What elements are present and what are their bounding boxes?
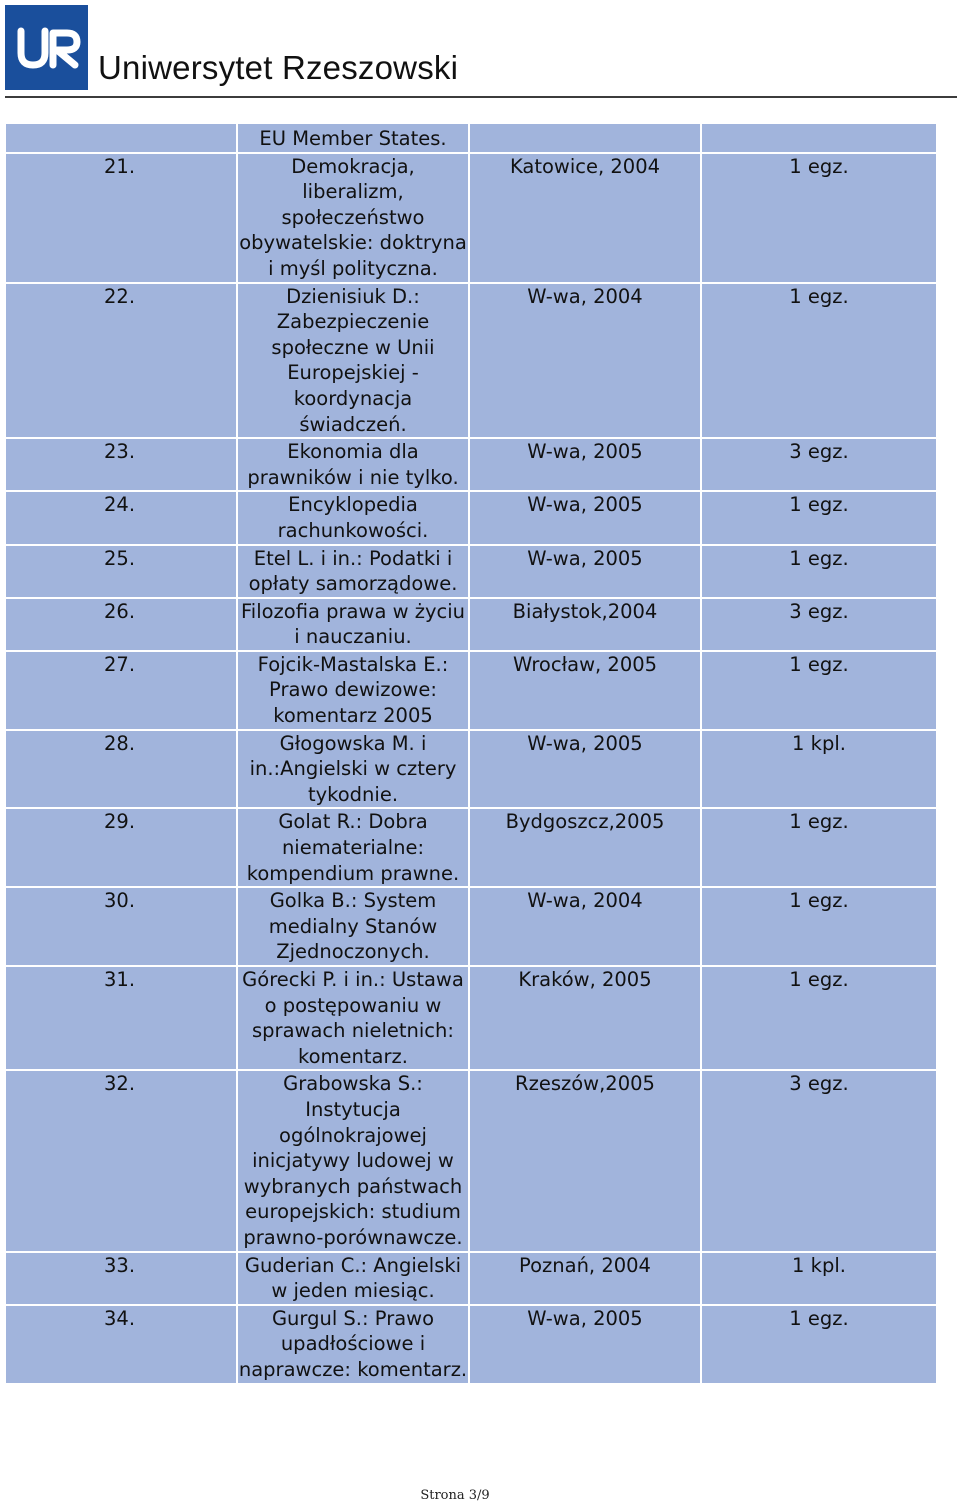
book-title: Dzienisiuk D.: Zabezpieczenie społeczne w Unii Europejskiej - koordynacja świadczeń. (271, 284, 435, 436)
copies-count: 1 egz. (789, 546, 849, 570)
book-title: Golka B.: System medialny Stanów Zjednoczonych. (268, 889, 438, 964)
row-number: 25. (104, 546, 136, 570)
book-title-cell (237, 545, 469, 598)
table-row (5, 887, 937, 966)
row-number-cell (5, 1305, 237, 1384)
row-number-cell (5, 438, 237, 491)
book-title-cell (237, 887, 469, 966)
copies-count-cell (701, 730, 937, 809)
publication-place-year: Bydgoszcz,2005 (505, 810, 665, 834)
publication-place-year: Białystok,2004 (512, 599, 658, 623)
book-title-cell (237, 123, 469, 153)
row-number-cell (5, 1252, 237, 1305)
row-number: 26. (104, 599, 136, 623)
publication-place-year-cell (469, 651, 701, 730)
book-title: Guderian C.: Angielski w jeden miesiąc. (244, 1253, 462, 1303)
row-number: 34. (104, 1306, 136, 1330)
publication-place-year-cell (469, 1252, 701, 1305)
publication-place-year: W-wa, 2004 (527, 284, 643, 308)
book-title-cell (237, 808, 469, 887)
copies-count: 3 egz. (789, 599, 849, 623)
book-title: Grabowska S.: Instytucja ogólnokrajowej inicjatywy ludowej w wybranych państwach europejskich: studium prawno-porównawcze. (243, 1072, 463, 1249)
publication-place-year-cell (469, 491, 701, 544)
publication-place-year-cell (469, 966, 701, 1070)
copies-count: 1 egz. (789, 889, 849, 913)
book-title: Głogowska M. i in.:Angielski w cztery tykodnie. (249, 731, 457, 806)
copies-count-cell (701, 491, 937, 544)
book-title: EU Member States. (259, 127, 447, 150)
copies-count: 1 kpl. (792, 731, 846, 755)
copies-count-cell (701, 887, 937, 966)
row-number-cell (5, 153, 237, 283)
table-row (5, 730, 937, 809)
book-title-cell (237, 730, 469, 809)
copies-count: 1 egz. (789, 154, 849, 178)
book-title: Etel L. i in.: Podatki i opłaty samorządowe. (248, 546, 458, 596)
publication-place-year: W-wa, 2004 (527, 889, 643, 913)
copies-count: 3 egz. (789, 1072, 849, 1096)
copies-count-cell (701, 1305, 937, 1384)
copies-count: 3 egz. (789, 440, 849, 464)
page-header (0, 0, 960, 100)
publication-place-year: Poznań, 2004 (519, 1253, 651, 1277)
publication-place-year-cell (469, 123, 701, 153)
copies-count-cell (701, 545, 937, 598)
row-number-cell (5, 730, 237, 809)
table-row (5, 966, 937, 1070)
row-number: 30. (104, 889, 136, 913)
book-title: Encyklopedia rachunkowości. (277, 493, 429, 542)
publication-place-year-cell (469, 598, 701, 651)
row-number: 22. (104, 284, 136, 308)
book-title: Golat R.: Dobra niematerialne: kompendium prawne. (246, 810, 460, 885)
book-title: Ekonomia dla prawników i nie tylko. (247, 440, 459, 489)
copies-count-cell (701, 966, 937, 1070)
book-title-cell (237, 1305, 469, 1384)
publication-place-year: W-wa, 2005 (527, 546, 643, 570)
row-number-cell (5, 598, 237, 651)
copies-count-cell (701, 153, 937, 283)
book-title-cell (237, 966, 469, 1070)
table-row (5, 283, 937, 439)
book-title: Demokracja, liberalizm, społeczeństwo obywatelskie: doktryna i myśl polityczna. (239, 154, 467, 280)
publication-place-year-cell (469, 1305, 701, 1384)
publication-place-year: W-wa, 2005 (527, 731, 643, 755)
table-row (5, 1070, 937, 1251)
book-title-cell (237, 598, 469, 651)
copies-count-cell (701, 1070, 937, 1251)
header-divider (5, 96, 957, 98)
table-row (5, 1305, 937, 1384)
page-number: Strona 3/9 (420, 1488, 490, 1503)
publication-place-year-cell (469, 887, 701, 966)
row-number-cell (5, 966, 237, 1070)
row-number: 27. (104, 652, 136, 676)
publication-place-year: Wrocław, 2005 (512, 652, 658, 676)
row-number-cell (5, 123, 237, 153)
row-number-cell (5, 808, 237, 887)
book-title-cell (237, 438, 469, 491)
row-number: 32. (104, 1072, 136, 1096)
table-body (5, 123, 937, 1384)
copies-count: 1 egz. (789, 493, 849, 517)
table-row (5, 153, 937, 283)
publication-place-year: Rzeszów,2005 (515, 1072, 655, 1096)
row-number: 21. (104, 154, 136, 178)
copies-count-cell (701, 1252, 937, 1305)
book-title-cell (237, 1252, 469, 1305)
book-title: Fojcik-Mastalska E.: Prawo dewizowe: komentarz 2005 (257, 652, 449, 728)
publication-place-year-cell (469, 545, 701, 598)
row-number-cell (5, 1070, 237, 1251)
table-row (5, 438, 937, 491)
row-number: 29. (104, 810, 136, 834)
copies-count-cell (701, 598, 937, 651)
publication-place-year: W-wa, 2005 (527, 1306, 643, 1330)
book-title-cell (237, 283, 469, 439)
book-title: Górecki P. i in.: Ustawa o postępowaniu w sprawach nieletnich: komentarz. (242, 968, 464, 1068)
copies-count: 1 egz. (789, 652, 849, 676)
copies-count-cell (701, 808, 937, 887)
table-row (5, 491, 937, 544)
table-row (5, 808, 937, 887)
copies-count: 1 egz. (789, 284, 849, 308)
copies-count-cell (701, 438, 937, 491)
copies-count-cell (701, 123, 937, 153)
book-title-cell (237, 153, 469, 283)
ur-logo-icon (5, 5, 88, 90)
copies-count: 1 egz. (789, 968, 849, 991)
university-name: Uniwersytet Rzeszowski (98, 49, 459, 86)
publication-place-year: Katowice, 2004 (509, 154, 661, 178)
book-title-cell (237, 651, 469, 730)
table-row (5, 1252, 937, 1305)
publication-place-year: W-wa, 2005 (527, 440, 643, 464)
table-row (5, 545, 937, 598)
row-number-cell (5, 491, 237, 544)
row-number-cell (5, 651, 237, 730)
book-title: Filozofia prawa w życiu i nauczaniu. (240, 599, 466, 649)
book-title-cell (237, 1070, 469, 1251)
copies-count: 1 egz. (789, 1306, 849, 1330)
book-title: Gurgul S.: Prawo upadłościowe i naprawcze: komentarz. (238, 1306, 468, 1381)
copies-count-cell (701, 283, 937, 439)
row-number: 28. (104, 731, 136, 755)
row-number-cell (5, 545, 237, 598)
row-number-cell (5, 283, 237, 439)
table-row (5, 651, 937, 730)
row-number: 33. (104, 1253, 136, 1277)
book-title-cell (237, 491, 469, 544)
copies-count: 1 egz. (789, 810, 849, 834)
row-number: 24. (104, 493, 136, 517)
publication-place-year-cell (469, 438, 701, 491)
table-row (5, 598, 937, 651)
row-number: 31. (104, 968, 136, 991)
table-row (5, 123, 937, 153)
publication-place-year-cell (469, 808, 701, 887)
row-number-cell (5, 887, 237, 966)
publication-place-year-cell (469, 283, 701, 439)
publication-place-year: W-wa, 2005 (527, 493, 643, 517)
publication-place-year-cell (469, 153, 701, 283)
publication-place-year-cell (469, 1070, 701, 1251)
book-list-table (4, 122, 938, 1385)
copies-count: 1 kpl. (792, 1253, 846, 1277)
publication-place-year: Kraków, 2005 (518, 968, 652, 991)
row-number: 23. (104, 440, 136, 464)
publication-place-year-cell (469, 730, 701, 809)
copies-count-cell (701, 651, 937, 730)
